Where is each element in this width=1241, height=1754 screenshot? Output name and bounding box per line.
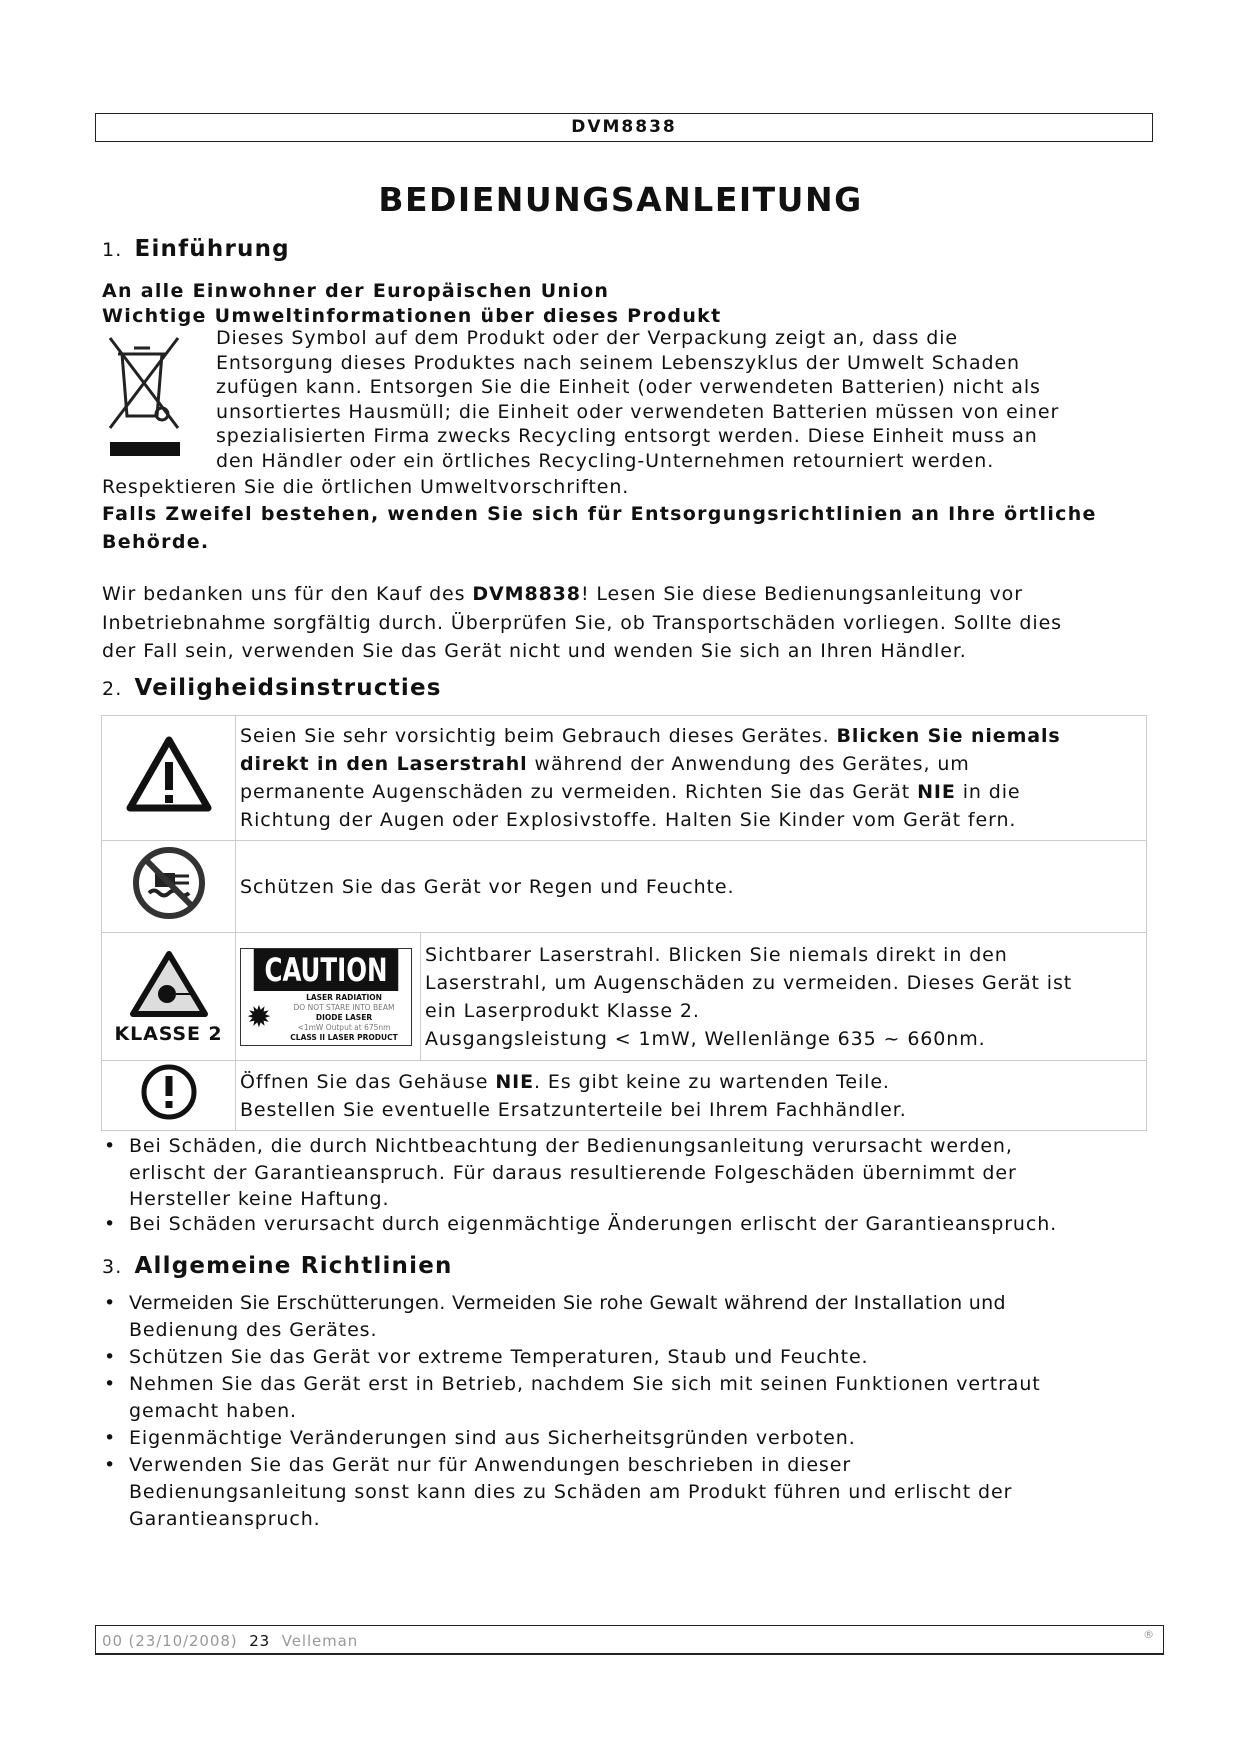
caution-label bbox=[240, 948, 412, 1046]
thanks-text: Wir bedanken uns für den Kauf des bbox=[102, 583, 473, 605]
text: • Bei Schäden, die durch Nichtbeachtung der Bedienungsanleitung verursacht werden, bbox=[129, 1135, 1013, 1157]
bold-text: NIE bbox=[495, 1070, 534, 1093]
bullet-item bbox=[102, 1211, 1057, 1238]
label-line: DO NOT STARE INTO BEAM bbox=[293, 1002, 395, 1012]
footer-page-number: 23 bbox=[249, 1632, 271, 1650]
attention-icon-cell bbox=[102, 1061, 236, 1131]
weee-line: spezialisierten Firma zwecks Recycling entsorgt werden. Diese Einheit muss an bbox=[216, 425, 1038, 447]
registered-mark: ® bbox=[1143, 1628, 1155, 1641]
text: • Eigenmächtige Veränderungen sind aus Sicherheitsgründen verboten. bbox=[129, 1427, 856, 1449]
laser-icon-cell bbox=[102, 933, 236, 1061]
bullet-item bbox=[102, 1371, 1041, 1425]
text: Seien Sie sehr vorsichtig beim Gebrauch dieses Gerätes. bbox=[240, 725, 837, 747]
text: ein Laserprodukt Klasse 2. bbox=[425, 999, 700, 1022]
label-line: <1mW Output at 675nm bbox=[297, 1022, 391, 1032]
caution-heading: CAUTION bbox=[254, 949, 399, 991]
safety-table bbox=[101, 715, 1147, 1131]
label-line: LASER RADIATION bbox=[306, 992, 382, 1002]
text: Bestellen Sie eventuelle Ersatzunterteile bei Ihrem Fachhändler. bbox=[240, 1098, 907, 1121]
safety-row bbox=[102, 841, 1147, 933]
weee-line: Dieses Symbol auf dem Produkt oder der Verpackung zeigt an, dass die bbox=[216, 327, 959, 349]
page-footer bbox=[95, 1625, 1164, 1655]
text: Hersteller keine Haftung. bbox=[129, 1188, 390, 1210]
section-2-bullets bbox=[102, 1133, 1057, 1238]
header-model: DVM8838 bbox=[95, 113, 1153, 142]
text: • Nehmen Sie das Gerät erst in Betrieb, nachdem Sie sich mit seinen Funktionen vertraut bbox=[129, 1373, 1041, 1395]
weee-line: unsortiertes Hausmüll; die Einheit oder verwendeten Batterien müssen von einer bbox=[216, 400, 1060, 423]
eu-line: An alle Einwohner der Europäischen Union bbox=[102, 280, 610, 302]
thanks-line: der Fall sein, verwenden Sie das Gerät nicht und wenden Sie sich an Ihren Händler. bbox=[102, 640, 967, 662]
text: gemacht haben. bbox=[129, 1400, 297, 1422]
section-number: 2. bbox=[102, 678, 123, 700]
text: • Bei Schäden verursacht durch eigenmächtige Änderungen erlischt der Garantieanspruch. bbox=[129, 1213, 1058, 1235]
laser-warning-icon bbox=[127, 948, 211, 1018]
bullet-item bbox=[102, 1290, 1041, 1344]
open-housing-text bbox=[236, 1061, 1147, 1131]
laser-text bbox=[421, 933, 1147, 1061]
bold-text: NIE bbox=[917, 781, 956, 803]
caution-body bbox=[241, 991, 411, 1045]
bullet-item bbox=[102, 1452, 1041, 1533]
section-number: 3. bbox=[102, 1256, 123, 1278]
weee-bin-icon bbox=[104, 332, 186, 462]
warning-triangle-icon bbox=[124, 734, 214, 814]
bullet-item bbox=[102, 1425, 1041, 1452]
warning-text bbox=[236, 716, 1147, 841]
text: Laserstrahl, um Augenschäden zu vermeiden. Dieses Gerät ist bbox=[425, 971, 1073, 994]
caution-text bbox=[277, 993, 411, 1043]
weee-line: Entsorgung dieses Produktes nach seinem Lebenszyklus der Umwelt Schaden bbox=[216, 351, 1020, 374]
thanks-text: ! Lesen Sie diese Bedienungsanleitung vor bbox=[580, 583, 1023, 605]
bullet-item bbox=[102, 1344, 1041, 1371]
safety-row bbox=[102, 716, 1147, 841]
text: während der Anwendung des Gerätes, um bbox=[527, 753, 970, 775]
bold-text: direkt in den Laserstrahl bbox=[240, 753, 528, 775]
text: . Es gibt keine zu wartenden Teile. bbox=[533, 1070, 890, 1093]
safety-row bbox=[102, 933, 1147, 1061]
no-water-icon-cell bbox=[102, 841, 236, 933]
thanks-model: DVM8838 bbox=[472, 583, 581, 605]
label-line: CLASS II LASER PRODUCT bbox=[290, 1032, 398, 1042]
section-1-heading bbox=[102, 236, 290, 262]
section-2-heading bbox=[102, 675, 442, 701]
exclamation-circle-icon bbox=[139, 1062, 199, 1122]
no-water-icon bbox=[131, 845, 207, 921]
respect-text: Respektieren Sie die örtlichen Umweltvorschriften. bbox=[102, 476, 630, 498]
section-title: Allgemeine Richtlinien bbox=[134, 1253, 453, 1279]
text: Bedienung des Gerätes. bbox=[129, 1319, 378, 1341]
text: Garantieanspruch. bbox=[129, 1508, 321, 1530]
text: Richtung der Augen oder Explosivstoffe. Halten Sie Kinder vom Gerät fern. bbox=[240, 809, 1017, 831]
label-line: DIODE LASER bbox=[315, 1012, 373, 1022]
eu-line: Wichtige Umweltinformationen über dieses Produkt bbox=[102, 304, 722, 327]
text: in die bbox=[955, 781, 1021, 803]
rain-text: Schützen Sie das Gerät vor Regen und Feuchte. bbox=[236, 841, 1147, 933]
section-3-heading bbox=[102, 1253, 453, 1279]
text: • Verwenden Sie das Gerät nur für Anwendungen beschrieben in dieser bbox=[129, 1454, 852, 1476]
laser-starburst-icon: ✹ bbox=[246, 999, 272, 1035]
caution-label-cell bbox=[236, 933, 421, 1061]
text: Sichtbarer Laserstrahl. Blicken Sie niemals direkt in den bbox=[425, 943, 1008, 966]
thanks-paragraph bbox=[102, 580, 1062, 666]
thanks-line: Inbetriebnahme sorgfältig durch. Überprüfen Sie, ob Transportschäden vorliegen. Sollte dies bbox=[102, 611, 1062, 634]
footer-revision: 00 (23/10/2008) bbox=[102, 1632, 238, 1650]
doubt-line: Falls Zweifel bestehen, wenden Sie sich für Entsorgungsrichtlinien an Ihre örtliche bbox=[102, 503, 1097, 525]
eu-heading bbox=[102, 279, 721, 328]
weee-line: den Händler oder ein örtliches Recycling-Unternehmen retourniert werden. bbox=[216, 449, 995, 472]
section-number: 1. bbox=[102, 239, 123, 261]
text: Ausgangsleistung < 1mW, Wellenlänge 635 ~ 660nm. bbox=[425, 1027, 986, 1050]
page-title: BEDIENUNGSANLEITUNG bbox=[378, 180, 863, 219]
footer-brand: Velleman bbox=[281, 1632, 359, 1650]
klasse-label: KLASSE 2 bbox=[114, 1023, 223, 1045]
bold-text: Blicken Sie niemals bbox=[836, 725, 1061, 747]
text: • Schützen Sie das Gerät vor extreme Temperaturen, Staub und Feuchte. bbox=[129, 1346, 869, 1368]
text: Bedienungsanleitung sonst kann dies zu Schäden am Produkt führen und erlischt der bbox=[129, 1481, 1013, 1503]
text: erlischt der Garantieanspruch. Für daraus resultierende Folgeschäden übernimmt der bbox=[129, 1162, 1017, 1184]
text: permanente Augenschäden zu vermeiden. Richten Sie das Gerät bbox=[240, 781, 918, 803]
safety-row bbox=[102, 1061, 1147, 1131]
doubt-text bbox=[102, 500, 1097, 556]
section-title: Einführung bbox=[134, 236, 290, 262]
text: • Vermeiden Sie Erschütterungen. Vermeiden Sie rohe Gewalt während der Installation und bbox=[129, 1292, 1006, 1314]
weee-text bbox=[216, 326, 1059, 473]
doubt-line: Behörde. bbox=[102, 531, 210, 553]
section-3-bullets bbox=[102, 1290, 1041, 1533]
bullet-item bbox=[102, 1133, 1057, 1211]
weee-line: zufügen kann. Entsorgen Sie die Einheit (oder verwendeten Batterien) nicht als bbox=[216, 376, 1041, 398]
warning-icon-cell bbox=[102, 716, 236, 841]
section-title: Veiligheidsinstructies bbox=[134, 675, 442, 701]
text: Öffnen Sie das Gehäuse bbox=[240, 1070, 496, 1093]
